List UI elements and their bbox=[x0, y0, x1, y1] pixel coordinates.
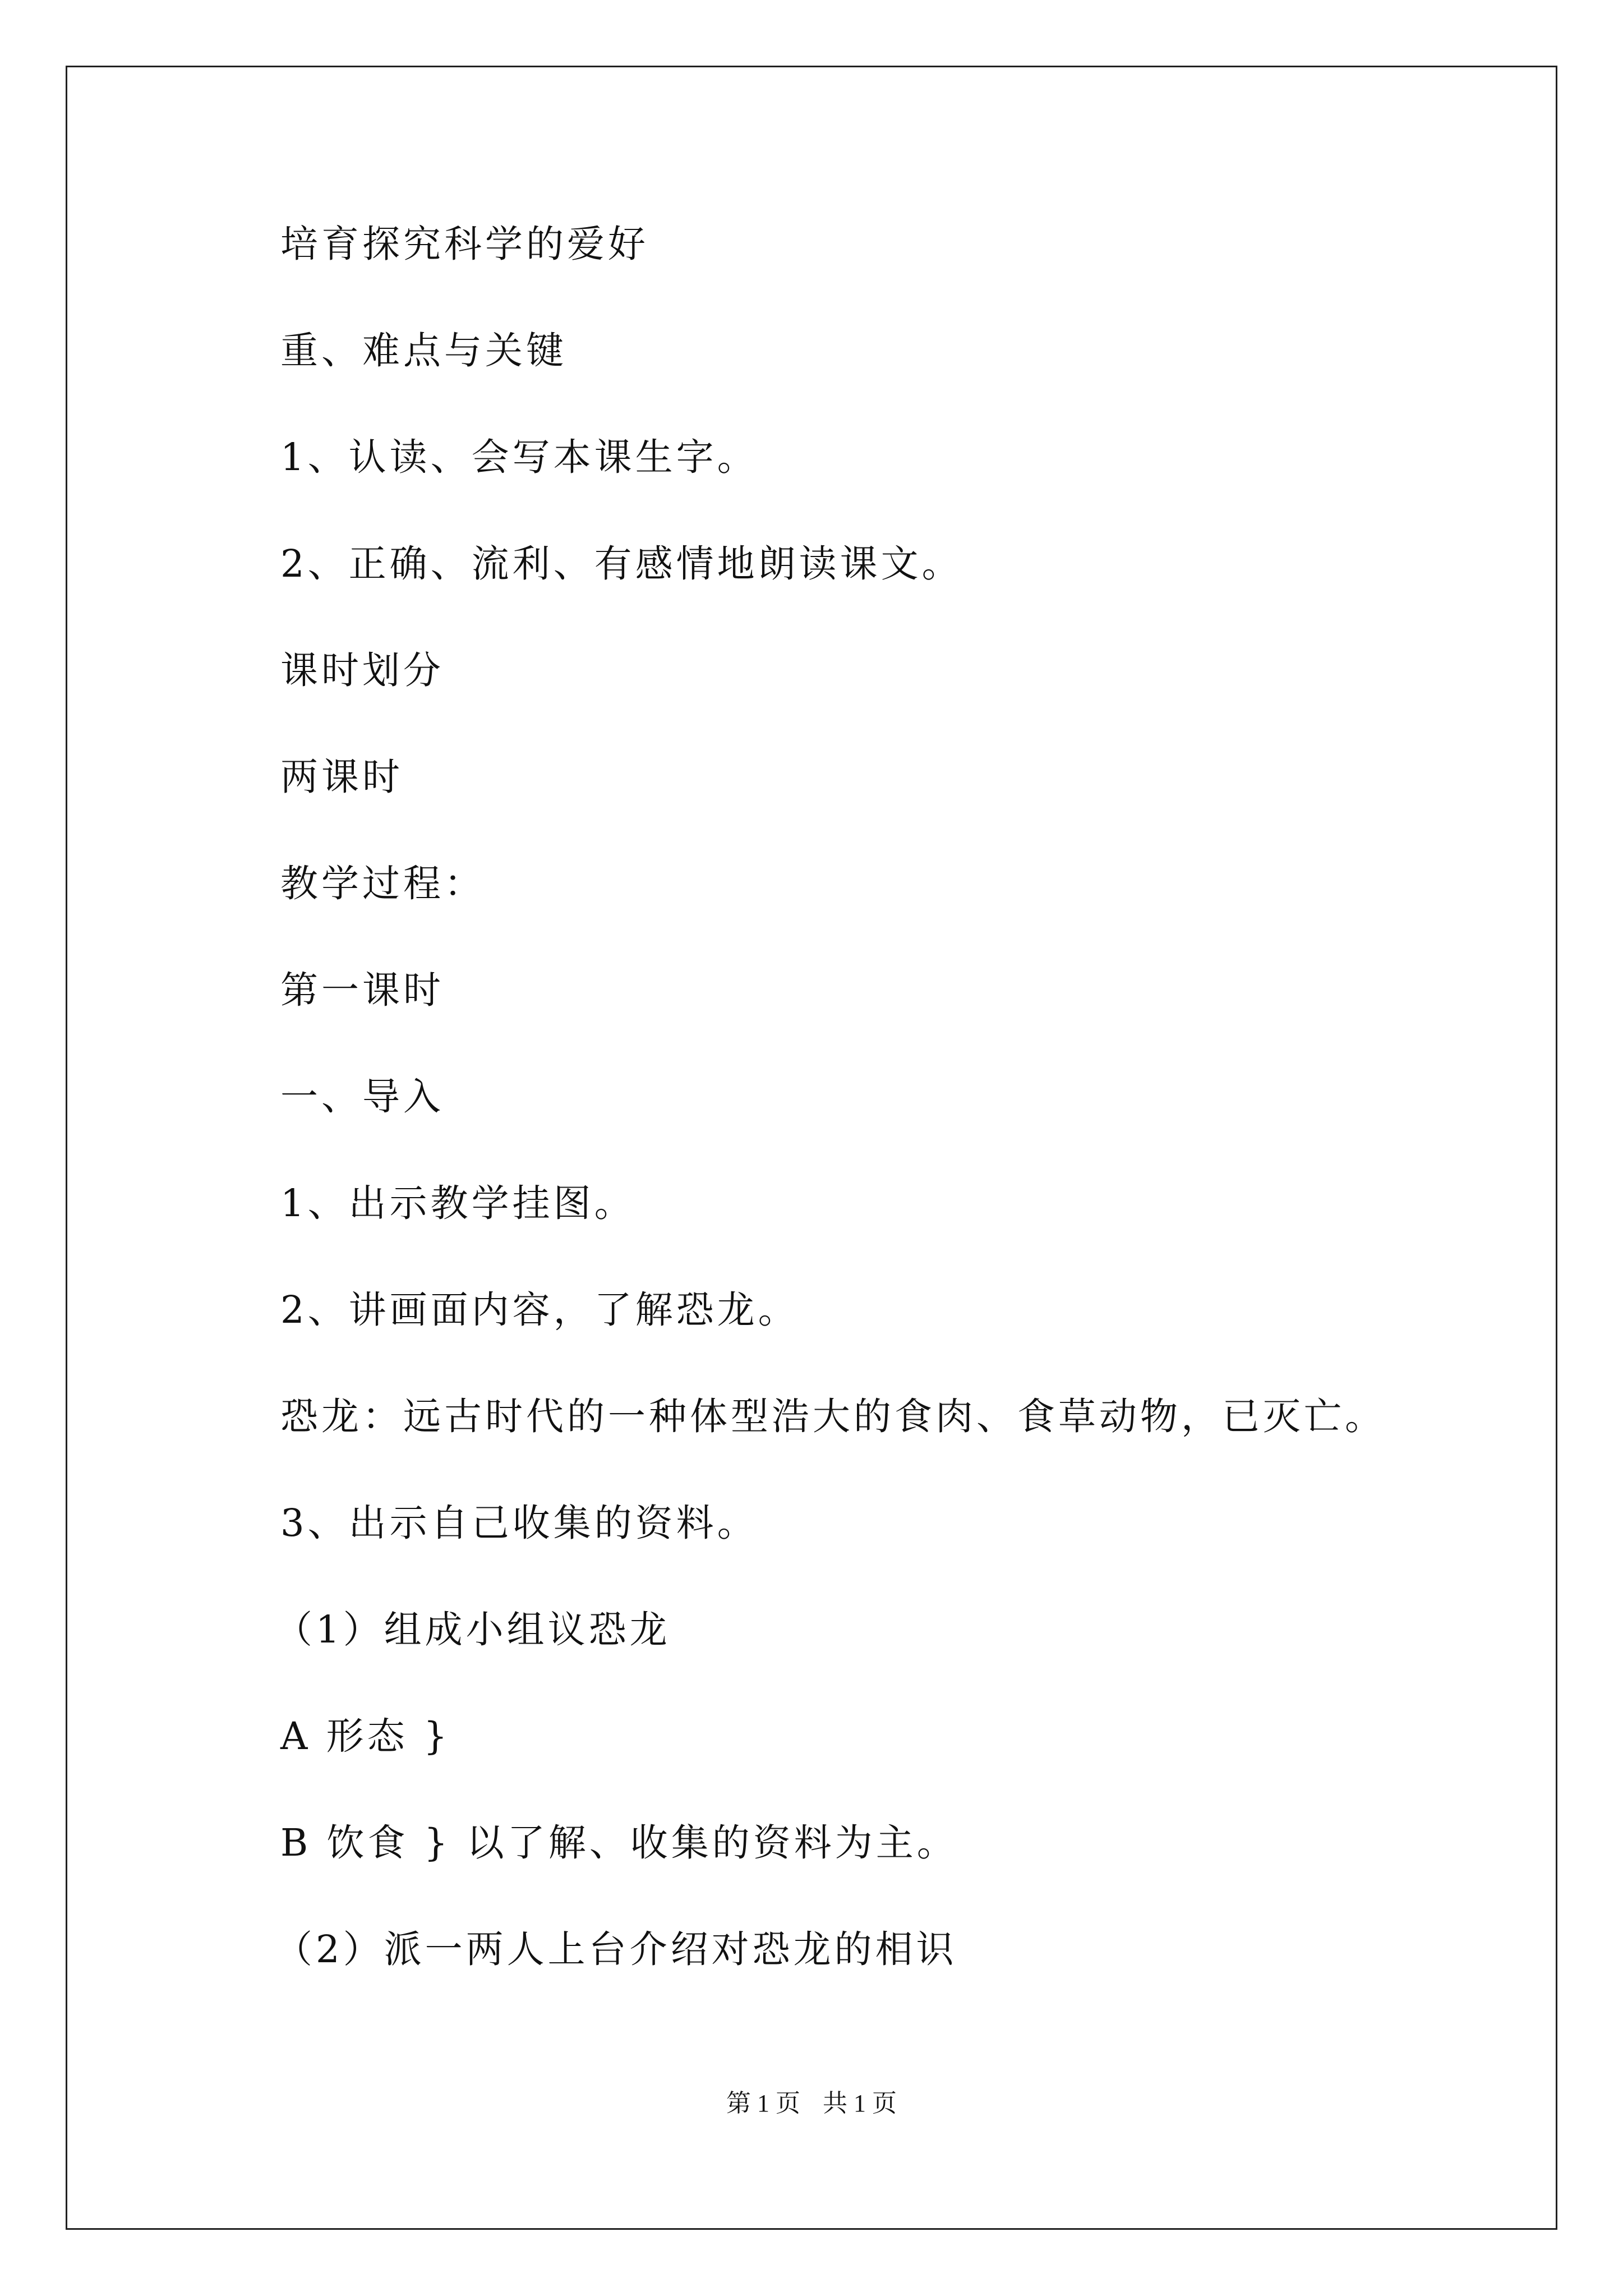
text-line: 培育探究科学的爱好 bbox=[280, 222, 649, 266]
text-line: 1、认读、会写本课生字。 bbox=[280, 435, 758, 479]
page-total: 共 1 页 bbox=[823, 2090, 897, 2117]
text-line: 两课时 bbox=[280, 755, 403, 799]
section-heading: 第一课时 bbox=[280, 968, 444, 1012]
text-line: 3、出示自己收集的资料。 bbox=[280, 1501, 758, 1545]
text-line: 恐龙：远古时代的一种体型浩大的食肉、食草动物，已灭亡。 bbox=[280, 1395, 1386, 1438]
section-heading: 重、难点与关键 bbox=[280, 329, 567, 372]
page-footer bbox=[0, 2087, 1623, 2120]
text-line: 2、正确、流利、有感情地朗读课文。 bbox=[280, 542, 963, 586]
text-line: 2、讲画面内容，了解恐龙。 bbox=[280, 1288, 799, 1332]
text-line: （2）派一两人上台介绍对恐龙的相识 bbox=[275, 1927, 957, 1971]
section-heading: 教学过程： bbox=[280, 862, 485, 905]
section-heading: 课时划分 bbox=[280, 648, 444, 692]
text-line: 1、出示教学挂图。 bbox=[280, 1181, 635, 1225]
text-line: B 饮食 } 以了解、收集的资料为主。 bbox=[280, 1821, 958, 1865]
document-body bbox=[275, 222, 1514, 2033]
text-line: A 形态 } bbox=[280, 1714, 451, 1758]
section-heading: 一、导入 bbox=[280, 1075, 444, 1119]
page-number: 第 1 页 bbox=[726, 2090, 800, 2117]
text-line: （1）组成小组议恐龙 bbox=[275, 1608, 671, 1651]
